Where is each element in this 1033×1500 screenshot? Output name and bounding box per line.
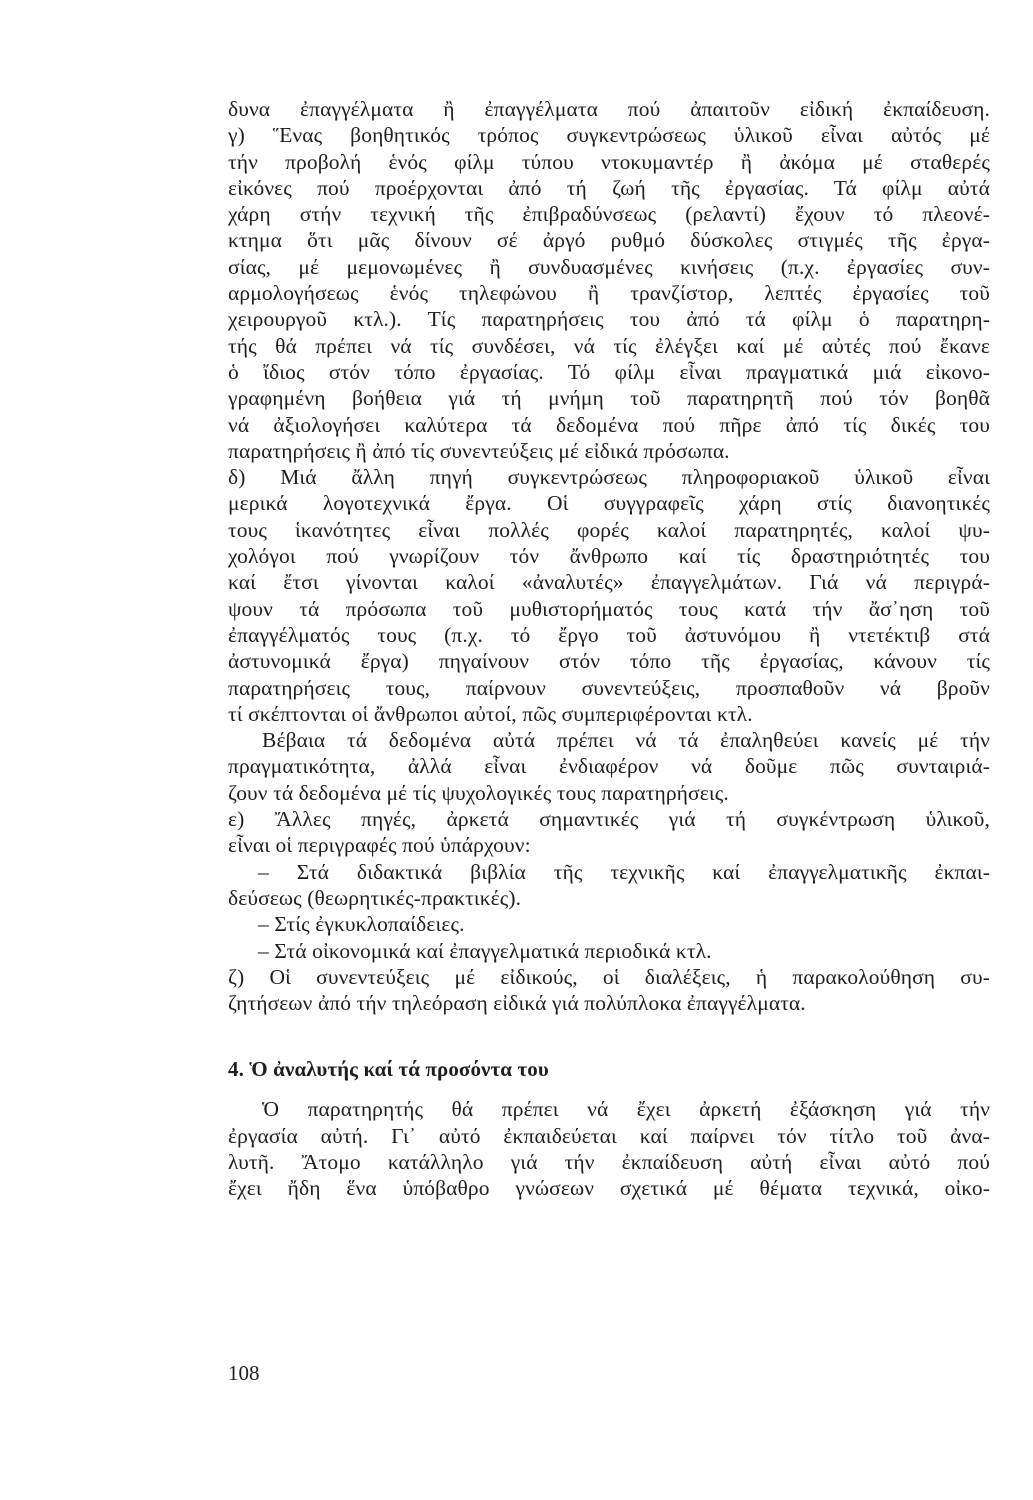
text-line: γραφημένη βοήθεια γιά τή μνήμη τοῦ παρατηρητῆ πού τόν βοηθᾶ <box>228 386 990 411</box>
text-line: πραγματικότητα, ἀλλά εἶναι ἐνδιαφέρον νά δοῦμε πῶς συνταιριά- <box>228 754 990 779</box>
text-line: τί σκέπτονται οἱ ἄνθρωποι αὐτοί, πῶς συμπεριφέρονται κτλ. <box>228 701 753 726</box>
text-line: Ὁ παρατηρητής θά πρέπει νά ἔχει ἀρκετή ἐξάσκηση γιά τήν <box>262 1097 990 1122</box>
text-line: ε) Ἄλλες πηγές, ἀρκετά σημαντικές γιά τή συγκέντρωση ὑλικοῦ, <box>228 807 990 832</box>
text-line: εἰκόνες πού προέρχονται ἀπό τή ζωή τῆς ἐργασίας. Τά φίλμ αὐτά <box>228 175 990 200</box>
list-item: – Στίς ἐγκυκλοπαίδειες. <box>258 912 465 937</box>
text-line: ἔχει ἤδη ἕνα ὑπόβαθρο γνώσεων σχετικά μέ θέματα τεχνικά, οἰκο- <box>228 1176 990 1201</box>
text-line: ἐργασία αὐτή. Γι᾽ αὐτό ἐκπαιδεύεται καί παίρνει τόν τίτλο τοῦ ἀνα- <box>228 1123 990 1148</box>
text-line: τής θά πρέπει νά τίς συνδέσει, νά τίς ἐλέγξει καί μέ αὐτές πού ἔκανε <box>228 333 990 358</box>
section-heading: 4. Ὁ ἀναλυτής καί τά προσόντα του <box>228 1057 549 1082</box>
page-number: 108 <box>228 1361 260 1385</box>
text-line: δ) Μιά ἄλλη πηγή συγκεντρώσεως πληροφοριακοῦ ὑλικοῦ εἶναι <box>228 465 990 490</box>
text-line: ζουν τά δεδομένα μέ τίς ψυχολογικές τους παρατηρήσεις. <box>228 780 729 805</box>
text-line: παρατηρήσεις τους, παίρνουν συνεντεύξεις, προσπαθοῦν νά βροῦν <box>228 675 990 700</box>
text-line: ψουν τά πρόσωπα τοῦ μυθιστορήματός τους κατά τήν ἄσ᾽ηση τοῦ <box>228 596 990 621</box>
text-line: σίας, μέ μεμονωμένες ἢ συνδυασμένες κινήσεις (π.χ. ἐργασίες συν- <box>228 254 990 279</box>
text-line: αρμολογήσεως ἑνός τηλεφώνου ἢ τρανζίστορ, λεπτές ἐργασίες τοῦ <box>228 281 990 306</box>
text-line: γ) Ἕνας βοηθητικός τρόπος συγκεντρώσεως ὑλικοῦ εἶναι αὐτός μέ <box>228 123 990 148</box>
text-line: χειρουργοῦ κτλ.). Τίς παρατηρήσεις του ἀπό τά φίλμ ὁ παρατηρη- <box>228 307 990 332</box>
text-line: τήν προβολή ἑνός φίλμ τύπου ντοκυμαντέρ ἢ ἀκόμα μέ σταθερές <box>228 149 990 174</box>
text-line: ἀστυνομικά ἔργα) πηγαίνουν στόν τόπο τῆς ἐργασίας, κάνουν τίς <box>228 649 990 674</box>
list-item: – Στά οἰκονομικά καί ἐπαγγελματικά περιοδικά κτλ. <box>258 938 712 963</box>
text-line: νά ἀξιολογήσει καλύτερα τά δεδομένα πού πῆρε ἀπό τίς δικές του <box>228 412 990 437</box>
text-line: τους ἱκανότητες εἶναι πολλές φορές καλοί παρατηρητές, καλοί ψυ- <box>228 517 990 542</box>
text-line: ὁ ἴδιος στόν τόπο ἐργασίας. Τό φίλμ εἶναι πραγματικά μιά εἰκονο- <box>228 359 990 384</box>
text-line: ζητήσεων ἀπό τήν τηλεόραση εἰδικά γιά πολύπλοκα ἐπαγγέλματα. <box>228 991 806 1016</box>
text-line: εἶναι οἱ περιγραφές πού ὑπάρχουν: <box>228 833 531 858</box>
text-line: Βέβαια τά δεδομένα αὐτά πρέπει νά τά ἐπαληθεύει κανείς μέ τήν <box>262 728 990 753</box>
list-item: – Στά διδακτικά βιβλία τῆς τεχνικῆς καί ἐπαγγελματικῆς ἐκπαι- <box>258 859 990 884</box>
text-line: δυνα ἐπαγγέλματα ἢ ἐπαγγέλματα πού ἀπαιτοῦν εἰδική ἐκπαίδευση. <box>228 97 990 121</box>
text-line: παρατηρήσεις ἢ ἀπό τίς συνεντεύξεις μέ εἰδικά πρόσωπα. <box>228 438 730 463</box>
text-line: ζ) Οἱ συνεντεύξεις μέ εἰδικούς, οἱ διαλέξεις, ἡ παρακολούθηση συ- <box>228 964 990 989</box>
text-line: χάρη στήν τεχνική τῆς ἐπιβραδύνσεως (ρελαντί) ἔχουν τό πλεονέ- <box>228 202 990 227</box>
text-line: ἐπαγγέλματός τους (π.χ. τό ἔργο τοῦ ἀστυνόμου ἢ ντετέκτιβ στά <box>228 622 990 647</box>
page-body <box>228 96 990 1202</box>
text-line: μερικά λογοτεχνικά ἔργα. Οἱ συγγραφεῖς χάρη στίς διανοητικές <box>228 491 990 516</box>
text-line: λυτῆ. Ἄτομο κατάλληλο γιά τήν ἐκπαίδευση αὐτή εἶναι αὐτό πού <box>228 1149 990 1174</box>
text-line: δεύσεως (θεωρητικές-πρακτικές). <box>228 885 522 910</box>
text-line: χολόγοι πού γνωρίζουν τόν ἄνθρωπο καί τίς δραστηριότητές του <box>228 544 990 569</box>
text-line: κτημα ὅτι μᾶς δίνουν σέ ἀργό ρυθμό δύσκολες στιγμές τῆς ἐργα- <box>228 228 990 253</box>
text-line: καί ἔτσι γίνονται καλοί «ἀναλυτές» ἐπαγγελμάτων. Γιά νά περιγρά- <box>228 570 990 595</box>
